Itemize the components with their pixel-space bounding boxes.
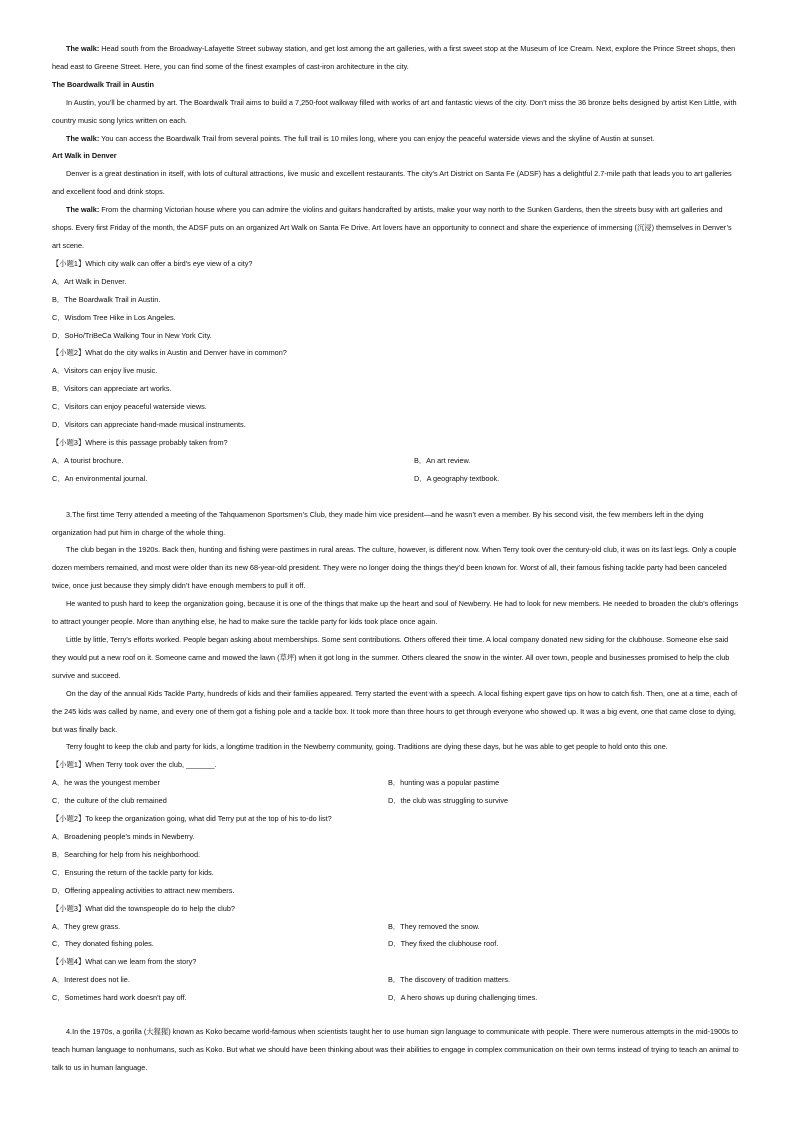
option-d: D．the club was struggling to survive [388, 796, 509, 806]
options-row [52, 774, 742, 792]
soho-walk-paragraph: The walk: Head south from the Broadway-Lafayette Street subway station, and get lost among the art galleries, with a first sweet stop at the Museum of Ice Cream. Next, explore the Prince Street shops, then head east to Greene Street. Here, you can find some of the finest examples of cast-iron architecture in the city. [52, 44, 736, 71]
option-d: D．Visitors can appreciate hand-made musical instruments. [52, 420, 246, 430]
austin-paragraph: In Austin, you’ll be charmed by art. The Boardwalk Trail aims to build a 7,250-foot walkway filled with works of art and fantastic views of the city. Don’t miss the 36 bronze belts designed by artist Ken Little, with country music song lyrics written on each. [52, 97, 737, 125]
option-a: A．Interest does not lie. [52, 975, 130, 985]
option-d: D．They fixed the clubhouse roof. [388, 939, 499, 949]
options-row [52, 792, 742, 810]
denver-paragraph: Denver is a great destination in itself, with lots of cultural attractions, live music and excellent restaurants. The city’s Art District on Santa Fe (ADSF) has a delightful 2.7-mile path that leads you to art galleries and excellent food and drink stops. [52, 169, 732, 197]
option-b: B．They removed the snow. [388, 921, 480, 931]
option-a: A．Art Walk in Denver. [52, 276, 127, 286]
austin-walk-paragraph: The walk: You can access the Boardwalk Trail from several points. The full trail is 10 miles long, where you can enjoy the peaceful waterside views and the skyline of Austin at sunset. [66, 133, 655, 143]
options-row [52, 470, 742, 488]
options-row [52, 989, 742, 1007]
option-d: D．A hero shows up during challenging times. [388, 993, 538, 1003]
option-c: C．Ensuring the return of the tackle party for kids. [52, 867, 214, 877]
passage3-paragraph: Little by little, Terry’s efforts worked. People began asking about memberships. Some sent contributions. Others offered their time. A local company donated new siding for the clubhouse. Someone else said they would put a new roof on it. Someone came and mowed the lawn (草坪) when it got long in the summer. Others cleared the snow in the winter. All over town, people and businesses promised to help the club survive and succeed. [52, 635, 730, 680]
options-row [52, 935, 742, 953]
option-b: B．hunting was a popular pastime [388, 778, 500, 788]
option-b: B．The discovery of tradition matters. [388, 975, 511, 985]
question-stem: 【小题2】What do the city walks in Austin and Denver have in common? [52, 348, 287, 358]
option-c: C．Visitors can enjoy peaceful waterside views. [52, 402, 207, 412]
options-row [52, 971, 742, 989]
option-a: A．Visitors can enjoy live music. [52, 366, 158, 376]
denver-walk-paragraph: The walk: From the charming Victorian house where you can admire the violins and guitars handcrafted by artists, make your way north to the Sunken Gardens, then the streets busy with art galleries and shops. Every first Friday of the month, the ADSF puts on an organized Art Walk on Santa Fe Drive. Art lovers have an opportunity to connect and share the experience of immersing (沉浸) themselves in Denver’s art scene. [52, 205, 732, 250]
question-stem: 【小题3】Where is this passage probably taken from? [52, 437, 228, 447]
option-a: A．A tourist brochure. [52, 455, 124, 465]
passage3-paragraph: The club began in the 1920s. Back then, hunting and fishing were pastimes in rural areas. The culture, however, is different now. When Terry took over the century-old club, it was on its last legs. Only a couple dozen members remained, and most were older than its new 68-year-old president. They were no longer doing the things they’d been known for. Worst of all, their famous fishing tackle party had been canceled twice, once just because they simply didn’t have enough members to pull it off. [52, 545, 737, 591]
passage3-paragraph: On the day of the annual Kids Tackle Party, hundreds of kids and their families appeared. Terry started the event with a speech. A local fishing expert gave tips on how to catch fish. Then, one at a time, each of the 245 kids was called by name, and every one of them got a fishing pole and a tackle box. It took more than three hours to get through everyone who showed up. It was a big event, one that came close to dying, but was finally back. [52, 688, 738, 734]
option-a: A．Broadening people’s minds in Newberry. [52, 831, 195, 841]
walk-label: The walk: [66, 205, 100, 215]
passage3-paragraph: 3.The first time Terry attended a meeting of the Tahquamenon Sportsmen’s Club, they made him vice president—and he wasn’t even a member. By his second visit, the few members left in the dying organization had put him in charge of the whole thing. [52, 509, 704, 537]
question-stem: 【小题1】Which city walk can offer a bird’s eye view of a city? [52, 258, 253, 268]
option-d: D．Offering appealing activities to attract new members. [52, 885, 235, 895]
passage3-paragraph: Terry fought to keep the club and party for kids, a longtime tradition in the Newberry community, going. Traditions are dying these days, but he was able to get people to hold onto this one. [66, 742, 668, 752]
option-b: B．Visitors can appreciate art works. [52, 384, 172, 394]
question-stem: 【小题4】What can we learn from the story? [52, 957, 197, 967]
spacer [52, 488, 742, 506]
option-c: C．Wisdom Tree Hike in Los Angeles. [52, 312, 176, 322]
section-heading-austin: The Boardwalk Trail in Austin [52, 79, 154, 89]
option-c: C．They donated fishing poles. [52, 939, 154, 949]
spacer [52, 1007, 742, 1023]
option-a: A．They grew grass. [52, 921, 121, 931]
question-stem: 【小题3】What did the townspeople do to help the club? [52, 903, 235, 913]
option-c: C．Sometimes hard work doesn’t pay off. [52, 993, 187, 1003]
options-row [52, 918, 742, 936]
walk-label: The walk: [66, 44, 100, 53]
walk-label: The walk: [66, 133, 100, 143]
option-d: D．A geography textbook. [414, 473, 500, 483]
question-stem: 【小题2】To keep the organization going, what did Terry put at the top of his to-do list? [52, 814, 332, 824]
section-heading-denver: Art Walk in Denver [52, 151, 117, 161]
passage3-paragraph: He wanted to push hard to keep the organization going, because it is one of the things that make up the heart and soul of Newberry. He had to look for new members. He needed to broaden the club’s offerings to attract younger people. More than anything else, he had to make sure the tackle party for kids took place once again. [52, 599, 739, 627]
question-stem: 【小题1】When Terry took over the club, _______. [52, 760, 217, 770]
option-b: B．The Boardwalk Trail in Austin. [52, 294, 161, 304]
options-row [52, 452, 742, 470]
option-d: D．SoHo/TriBeCa Walking Tour in New York City. [52, 330, 212, 340]
option-c: C．An environmental journal. [52, 473, 148, 483]
option-b: B．An art review. [414, 455, 471, 465]
option-c: C．the culture of the club remained [52, 796, 167, 806]
option-a: A．he was the youngest member [52, 778, 160, 788]
document-page [52, 40, 742, 1077]
option-b: B．Searching for help from his neighborhood. [52, 849, 201, 859]
passage4-paragraph: 4.In the 1970s, a gorilla (大猩猩) known as Koko became world-famous when scientists taught her to use human sign language to communicate with people. There were numerous attempts in the mid-1900s to teach human language to nonhumans, such as Koko. But what we should have been thinking about was their abilities to engage in complex communication on their own terms instead of trying to teach an animal to talk to us in human language. [52, 1027, 739, 1072]
